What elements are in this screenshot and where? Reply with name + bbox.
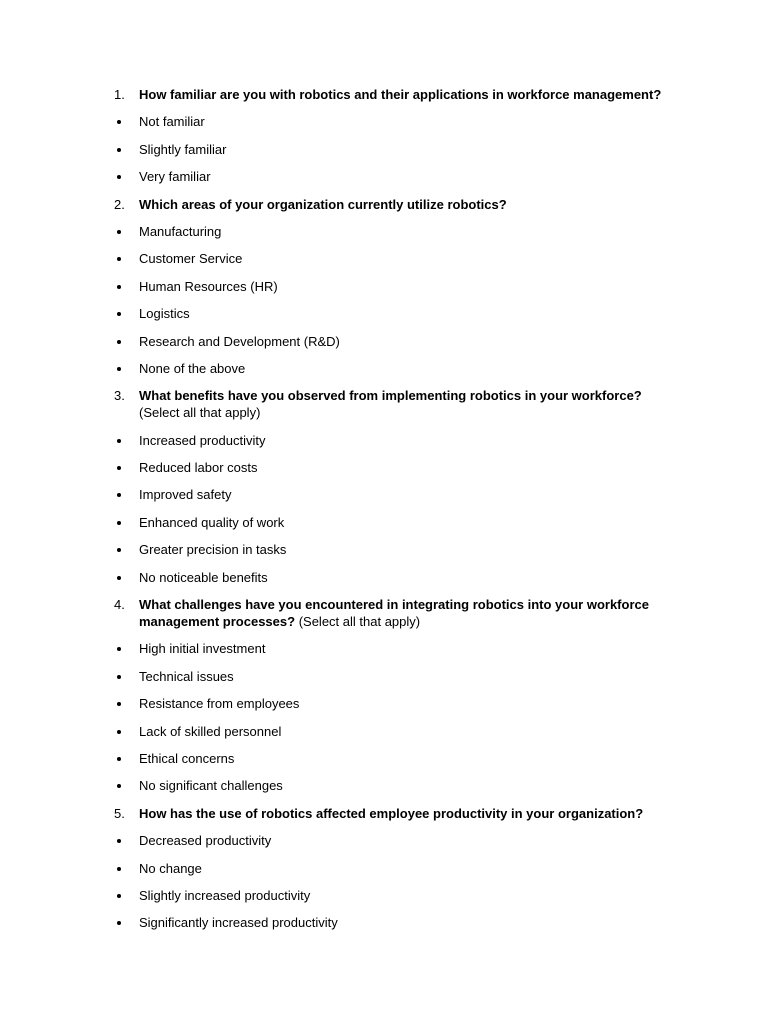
survey-list — [114, 86, 674, 942]
option-label: Manufacturing — [139, 223, 222, 239]
bullet-icon — [117, 576, 121, 580]
answer-option — [114, 305, 674, 322]
survey-question — [114, 387, 674, 421]
question-text: What benefits have you observed from implementing robotics in your workforce? — [139, 388, 642, 404]
survey-question — [114, 86, 674, 103]
option-label: Resistance from employees — [139, 696, 300, 712]
bullet-icon — [117, 647, 121, 651]
bullet-icon — [117, 757, 121, 761]
option-label: Reduced labor costs — [139, 460, 258, 476]
bullet-icon — [117, 548, 121, 552]
question-note: (Select all that apply) — [298, 614, 421, 630]
bullet-icon — [117, 839, 121, 843]
question-number: 1. — [114, 87, 125, 102]
bullet-icon — [117, 493, 121, 497]
answer-option — [114, 914, 674, 931]
option-label: Enhanced quality of work — [139, 514, 285, 530]
answer-option — [114, 223, 674, 240]
bullet-icon — [117, 521, 121, 525]
option-label: Research and Development (R&D) — [139, 333, 340, 349]
option-label: Ethical concerns — [139, 750, 235, 766]
option-label: None of the above — [139, 360, 246, 376]
answer-option — [114, 541, 674, 558]
option-label: Significantly increased productivity — [139, 915, 338, 931]
answer-option — [114, 514, 674, 531]
survey-question — [114, 196, 674, 213]
answer-option — [114, 640, 674, 657]
answer-option — [114, 668, 674, 685]
option-label: Human Resources (HR) — [139, 278, 278, 294]
bullet-icon — [117, 340, 121, 344]
bullet-icon — [117, 921, 121, 925]
answer-option — [114, 250, 674, 267]
answer-option — [114, 860, 674, 877]
question-text: How has the use of robotics affected employee productivity in your organization? — [139, 805, 644, 821]
bullet-icon — [117, 439, 121, 443]
answer-option — [114, 141, 674, 158]
bullet-icon — [117, 367, 121, 371]
answer-option — [114, 750, 674, 767]
option-label: Not familiar — [139, 114, 205, 130]
answer-option — [114, 887, 674, 904]
bullet-icon — [117, 285, 121, 289]
answer-option — [114, 486, 674, 503]
option-label: Logistics — [139, 306, 190, 322]
survey-question — [114, 596, 674, 630]
answer-option — [114, 432, 674, 449]
option-label: Customer Service — [139, 251, 243, 267]
bullet-icon — [117, 175, 121, 179]
bullet-icon — [117, 120, 121, 124]
bullet-icon — [117, 702, 121, 706]
option-label: Very familiar — [139, 169, 211, 185]
survey-question — [114, 805, 674, 822]
bullet-icon — [117, 257, 121, 261]
bullet-icon — [117, 466, 121, 470]
option-label: No significant challenges — [139, 778, 283, 794]
answer-option — [114, 777, 674, 794]
option-label: No noticeable benefits — [139, 569, 268, 585]
answer-option — [114, 832, 674, 849]
bullet-icon — [117, 230, 121, 234]
question-text: How familiar are you with robotics and their applications in workforce management? — [139, 87, 662, 102]
option-label: Greater precision in tasks — [139, 542, 287, 558]
option-label: Decreased productivity — [139, 833, 272, 849]
bullet-icon — [117, 784, 121, 788]
answer-option — [114, 113, 674, 130]
option-label: High initial investment — [139, 641, 266, 657]
answer-option — [114, 723, 674, 740]
bullet-icon — [117, 312, 121, 316]
option-label: No change — [139, 860, 202, 876]
bullet-icon — [117, 730, 121, 734]
question-number: 3. — [114, 388, 125, 404]
bullet-icon — [117, 148, 121, 152]
question-number: 4. — [114, 597, 125, 613]
answer-option — [114, 695, 674, 712]
option-label: Slightly familiar — [139, 141, 227, 157]
option-label: Technical issues — [139, 668, 234, 684]
bullet-icon — [117, 894, 121, 898]
question-note: (Select all that apply) — [139, 405, 261, 421]
option-label: Improved safety — [139, 487, 232, 503]
answer-option — [114, 360, 674, 377]
answer-option — [114, 278, 674, 295]
bullet-icon — [117, 675, 121, 679]
bullet-icon — [117, 867, 121, 871]
question-number: 5. — [114, 805, 125, 821]
question-text: Which areas of your organization currently utilize robotics? — [139, 196, 507, 212]
answer-option — [114, 459, 674, 476]
question-number: 2. — [114, 196, 125, 212]
option-label: Increased productivity — [139, 432, 266, 448]
option-label: Slightly increased productivity — [139, 887, 311, 903]
answer-option — [114, 333, 674, 350]
option-label: Lack of skilled personnel — [139, 723, 282, 739]
answer-option — [114, 569, 674, 586]
question-text: What challenges have you encountered in integrating robotics into your workforce management processes? — [139, 597, 649, 630]
answer-option — [114, 168, 674, 185]
